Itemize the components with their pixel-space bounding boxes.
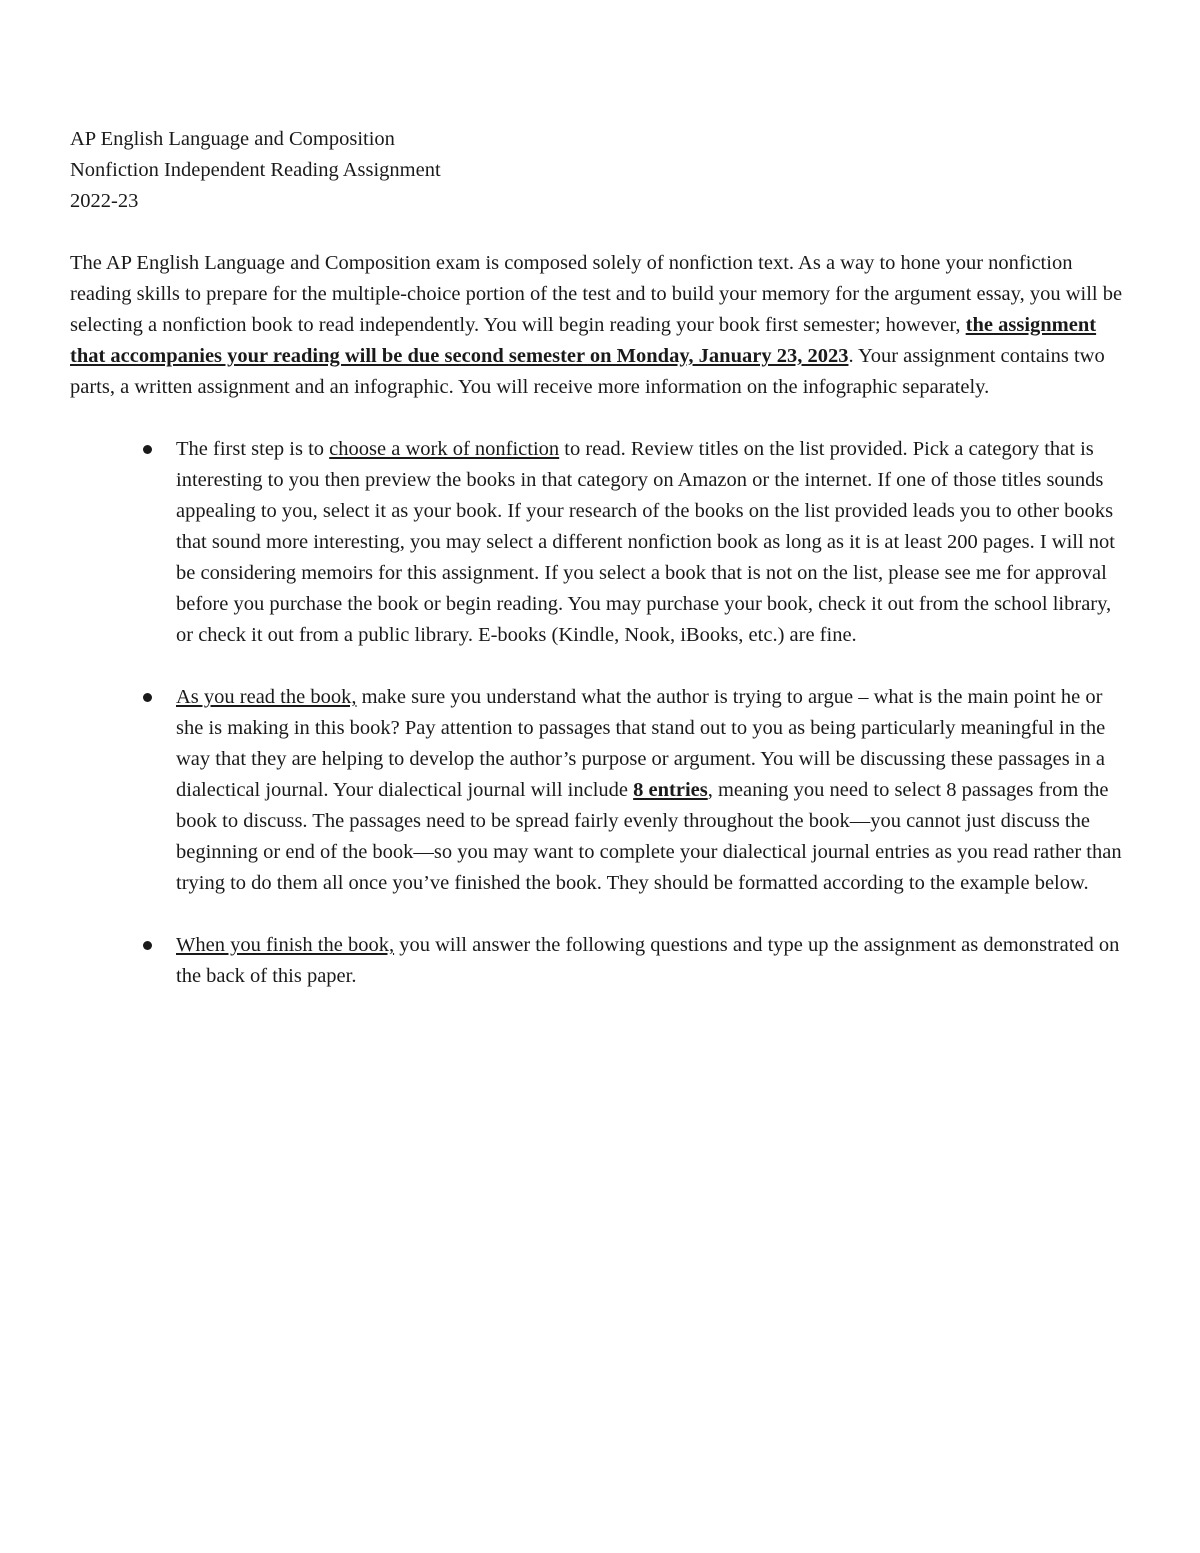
bullet-2-post: , meaning you need to select 8 passages from the book to discuss. The passages need to be spread fairly evenly throughout the book—you cannot just discuss the beginning or end of the book—so you may want to complete your dialectical journal entries as you read rather than trying to do them all once you’ve finished the book. They should be formatted according to the example below. (176, 779, 1122, 894)
intro-paragraph (70, 248, 1132, 403)
intro-text-1: The AP English Language and Composition exam is composed solely of nonfiction text. As a way to hone your nonfiction reading skills to prepare for the multiple-choice portion of the test and to build your memory for the argument essay, you will be selecting a nonfiction book to read independently. You will begin reading your book first semester; however, (70, 252, 1123, 336)
entries-emphasis: 8 entries (633, 779, 708, 801)
list-item (70, 682, 1132, 899)
document-header (70, 124, 1132, 217)
document-page (70, 124, 1132, 1023)
course-title: AP English Language and Composition (70, 128, 395, 150)
school-year: 2022-23 (70, 190, 139, 212)
bullet-2-underlined: As you read the book, (176, 686, 357, 708)
list-item (70, 434, 1132, 651)
assignment-title: Nonfiction Independent Reading Assignment (70, 159, 441, 181)
bullet-icon (143, 693, 152, 702)
intro-text-2: . Your assignment contains two parts, a written assignment and an infographic. You will receive more information on the infographic separately. (70, 345, 1105, 398)
instructions-list (70, 434, 1132, 992)
list-item (70, 930, 1132, 992)
bullet-icon (143, 941, 152, 950)
bullet-3-post: you will answer the following questions and type up the assignment as demonstrated on the back of this paper. (176, 934, 1120, 987)
bullet-icon (143, 445, 152, 454)
due-date-emphasis: the assignment that accompanies your reading will be due second semester on Monday, January 23, 2023 (70, 314, 1097, 367)
bullet-1-pre: The first step is to (176, 438, 330, 460)
bullet-3-underlined: When you finish the book, (176, 934, 395, 956)
bullet-1-post: to read. Review titles on the list provided. Pick a category that is interesting to you then preview the books in that category on Amazon or the internet. If one of those titles sounds appealing to you, select it as your book. If your research of the books on the list provided leads you to other books that sound more interesting, you may select a different nonfiction book as long as it is at least 200 pages. I will not be considering memoirs for this assignment. If you select a book that is not on the list, please see me for approval before you purchase the book or begin reading. You may purchase your book, check it out from the school library, or check it out from a public library. E-books (Kindle, Nook, iBooks, etc.) are fine. (176, 438, 1116, 646)
bullet-2-mid: make sure you understand what the author is trying to argue – what is the main point he or she is making in this book? Pay attention to passages that stand out to you as being particularly meaningful in the way that they are helping to develop the author’s purpose or argument. You will be discussing these passages in a dialectical journal. Your dialectical journal will include (176, 686, 1106, 801)
bullet-1-underlined: choose a work of nonfiction (329, 438, 560, 460)
